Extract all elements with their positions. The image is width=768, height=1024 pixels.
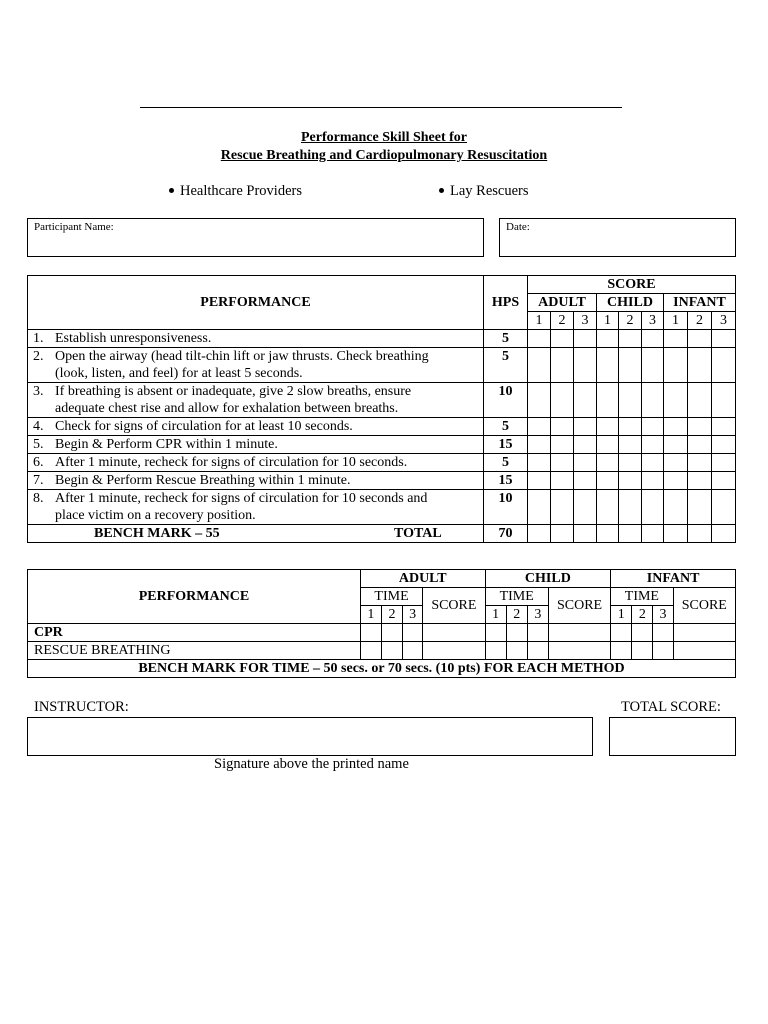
item-number: 1. — [33, 331, 44, 346]
table-row — [28, 436, 736, 454]
score-cell[interactable] — [712, 436, 736, 454]
option-lay-rescuers[interactable] — [439, 183, 529, 200]
item-text-line: adequate chest rise and allow for exhalation between breaths. — [55, 401, 399, 416]
score-cell[interactable] — [574, 348, 597, 383]
trial-number: 1 — [597, 312, 619, 330]
total-score-field[interactable] — [609, 717, 736, 756]
score-cell[interactable] — [712, 525, 736, 543]
time-cell[interactable] — [506, 642, 527, 660]
time-cell[interactable] — [611, 642, 632, 660]
time-cell[interactable] — [381, 642, 402, 660]
time-cell[interactable] — [360, 624, 381, 642]
item-text — [55, 418, 467, 435]
score-cell[interactable] — [642, 418, 664, 436]
date-field[interactable] — [499, 218, 736, 257]
instructor-label: INSTRUCTOR: — [34, 699, 129, 715]
option-healthcare[interactable] — [169, 183, 302, 200]
score-cell[interactable] — [642, 436, 664, 454]
table-row — [28, 642, 736, 660]
score-cell[interactable] — [597, 348, 619, 383]
score-cell[interactable] — [688, 436, 712, 454]
score-cell[interactable] — [528, 472, 551, 490]
hps-value: 5 — [484, 348, 528, 383]
trial-number: 3 — [642, 312, 664, 330]
total-label: TOTAL — [394, 526, 442, 541]
score-cell[interactable] — [688, 454, 712, 472]
trial-number: 2 — [632, 606, 653, 624]
score-cell[interactable] — [528, 348, 551, 383]
participant-name-field[interactable] — [27, 218, 484, 257]
item-text — [55, 348, 467, 382]
date-label: Date: — [506, 221, 530, 233]
item-text — [55, 330, 467, 347]
score-cell[interactable] — [551, 330, 574, 348]
score-cell[interactable] — [619, 454, 642, 472]
score-cell[interactable] — [664, 525, 688, 543]
score-label: SCORE — [423, 588, 485, 624]
score-cell[interactable] — [574, 330, 597, 348]
time-cell[interactable] — [653, 624, 673, 642]
trial-number: 1 — [360, 606, 381, 624]
score-cell[interactable] — [642, 472, 664, 490]
score-cell[interactable] — [551, 525, 574, 543]
performance-item — [28, 454, 484, 472]
score-cell[interactable] — [551, 472, 574, 490]
hps-header: HPS — [484, 276, 528, 330]
score-cell[interactable] — [528, 436, 551, 454]
score-cell[interactable] — [712, 490, 736, 525]
score-cell[interactable] — [548, 624, 610, 642]
trial-number: 3 — [527, 606, 548, 624]
score-cell[interactable] — [597, 454, 619, 472]
time-group-infant: INFANT — [611, 570, 736, 588]
score-cell[interactable] — [712, 472, 736, 490]
time-cell[interactable] — [632, 642, 653, 660]
score-cell[interactable] — [642, 525, 664, 543]
hps-value: 15 — [484, 472, 528, 490]
item-text — [55, 383, 467, 417]
table-row — [28, 348, 736, 383]
item-text — [55, 490, 467, 524]
score-cell[interactable] — [528, 454, 551, 472]
score-label: SCORE — [673, 588, 735, 624]
score-cell[interactable] — [664, 472, 688, 490]
score-cell[interactable] — [642, 490, 664, 525]
time-cell[interactable] — [360, 642, 381, 660]
time-cell[interactable] — [527, 642, 548, 660]
time-label: TIME — [611, 588, 673, 606]
table-row — [28, 490, 736, 525]
time-cell[interactable] — [653, 642, 673, 660]
score-cell[interactable] — [619, 348, 642, 383]
performance-item — [28, 383, 484, 418]
trial-number: 2 — [381, 606, 402, 624]
trial-number: 2 — [688, 312, 712, 330]
performance-item — [28, 436, 484, 454]
score-cell[interactable] — [712, 383, 736, 418]
top-rule — [140, 107, 622, 108]
score-cell[interactable] — [688, 383, 712, 418]
score-cell[interactable] — [688, 525, 712, 543]
performance-table — [27, 275, 736, 543]
trial-number: 2 — [506, 606, 527, 624]
participant-name-label: Participant Name: — [34, 221, 114, 233]
trial-number: 1 — [664, 312, 688, 330]
score-cell[interactable] — [619, 418, 642, 436]
time-label: TIME — [485, 588, 548, 606]
item-text-line: Begin & Perform CPR within 1 minute. — [55, 437, 278, 452]
hps-value: 5 — [484, 454, 528, 472]
item-text — [55, 454, 467, 471]
score-cell[interactable] — [712, 454, 736, 472]
hps-value: 10 — [484, 383, 528, 418]
score-cell[interactable] — [574, 525, 597, 543]
hps-value: 15 — [484, 436, 528, 454]
time-cell[interactable] — [632, 624, 653, 642]
score-cell[interactable] — [528, 418, 551, 436]
item-text-line: After 1 minute, recheck for signs of circulation for 10 seconds. — [55, 455, 408, 470]
score-cell[interactable] — [664, 330, 688, 348]
item-text-line: Begin & Perform Rescue Breathing within 1 minute. — [55, 473, 351, 488]
table-row — [28, 330, 736, 348]
score-cell[interactable] — [619, 525, 642, 543]
score-cell[interactable] — [642, 330, 664, 348]
score-cell[interactable] — [551, 436, 574, 454]
score-cell[interactable] — [642, 383, 664, 418]
score-cell[interactable] — [574, 490, 597, 525]
score-cell[interactable] — [673, 624, 735, 642]
hps-value: 5 — [484, 418, 528, 436]
score-cell[interactable] — [619, 436, 642, 454]
score-cell[interactable] — [574, 472, 597, 490]
score-cell[interactable] — [664, 454, 688, 472]
method-label: RESCUE BREATHING — [28, 642, 361, 660]
score-cell[interactable] — [619, 330, 642, 348]
score-cell[interactable] — [574, 418, 597, 436]
group-header-infant: INFANT — [664, 294, 736, 312]
performance-item — [28, 490, 484, 525]
item-number: 7. — [33, 473, 44, 488]
bench-mark-cell — [28, 525, 484, 543]
trial-number: 1 — [485, 606, 506, 624]
trial-number: 3 — [574, 312, 597, 330]
time-cell[interactable] — [485, 624, 506, 642]
score-cell[interactable] — [551, 348, 574, 383]
score-cell[interactable] — [423, 642, 485, 660]
trial-number: 2 — [619, 312, 642, 330]
instructor-signature-field[interactable] — [27, 717, 593, 756]
table-row — [28, 383, 736, 418]
item-number: 5. — [33, 437, 44, 452]
score-cell[interactable] — [688, 330, 712, 348]
time-cell[interactable] — [506, 624, 527, 642]
item-text-line: Check for signs of circulation for at least 10 seconds. — [55, 419, 353, 434]
item-text-line: Open the airway (head tilt-chin lift or jaw thrusts. Check breathing — [55, 349, 429, 364]
page-title: Performance Skill Sheet for — [300, 130, 467, 145]
score-cell[interactable] — [619, 490, 642, 525]
performance-header: PERFORMANCE — [28, 276, 484, 330]
table-row — [28, 472, 736, 490]
total-score-label: TOTAL SCORE: — [621, 699, 721, 715]
item-number: 2. — [33, 349, 44, 364]
time-cell[interactable] — [485, 642, 506, 660]
score-cell[interactable] — [664, 418, 688, 436]
time-cell[interactable] — [381, 624, 402, 642]
signature-caption: Signature above the printed name — [214, 756, 409, 772]
trial-number: 3 — [403, 606, 423, 624]
score-cell[interactable] — [664, 490, 688, 525]
score-cell[interactable] — [688, 472, 712, 490]
option-lay-rescuers-label: Lay Rescuers — [450, 183, 529, 199]
table-row — [28, 454, 736, 472]
performance-item — [28, 330, 484, 348]
time-cell[interactable] — [403, 624, 423, 642]
performance-item — [28, 418, 484, 436]
score-cell[interactable] — [664, 348, 688, 383]
time-label: TIME — [360, 588, 422, 606]
table-row — [28, 418, 736, 436]
trial-number: 1 — [528, 312, 551, 330]
score-cell[interactable] — [528, 330, 551, 348]
score-cell[interactable] — [574, 436, 597, 454]
score-cell[interactable] — [712, 418, 736, 436]
score-cell[interactable] — [597, 436, 619, 454]
bullet-icon — [169, 188, 174, 193]
score-cell[interactable] — [528, 383, 551, 418]
item-text-line: Establish unresponsiveness. — [55, 331, 212, 346]
score-cell[interactable] — [528, 525, 551, 543]
score-cell[interactable] — [551, 454, 574, 472]
score-cell[interactable] — [597, 472, 619, 490]
score-cell[interactable] — [597, 525, 619, 543]
item-text-line: place victim on a recovery position. — [55, 508, 256, 523]
time-table — [27, 569, 736, 678]
score-header: SCORE — [528, 276, 736, 294]
score-cell[interactable] — [673, 642, 735, 660]
score-cell[interactable] — [619, 472, 642, 490]
score-cell[interactable] — [423, 624, 485, 642]
bullet-icon — [439, 188, 444, 193]
time-group-adult: ADULT — [360, 570, 485, 588]
score-cell[interactable] — [597, 418, 619, 436]
score-cell[interactable] — [597, 330, 619, 348]
bench-mark-label: BENCH MARK – 55 — [94, 526, 220, 541]
time-group-child: CHILD — [485, 570, 611, 588]
trial-number: 2 — [551, 312, 574, 330]
group-header-child: CHILD — [597, 294, 664, 312]
trial-number: 1 — [611, 606, 632, 624]
item-number: 8. — [33, 491, 44, 506]
score-cell[interactable] — [712, 348, 736, 383]
performance-item — [28, 472, 484, 490]
item-text — [55, 472, 467, 489]
score-cell[interactable] — [712, 330, 736, 348]
performance-item — [28, 348, 484, 383]
score-cell[interactable] — [574, 454, 597, 472]
score-cell[interactable] — [688, 490, 712, 525]
score-cell[interactable] — [688, 348, 712, 383]
option-healthcare-label: Healthcare Providers — [180, 183, 302, 199]
page-subtitle: Rescue Breathing and Cardiopulmonary Resuscitation — [220, 148, 548, 163]
score-cell[interactable] — [642, 348, 664, 383]
item-text-line: If breathing is absent or inadequate, give 2 slow breaths, ensure — [55, 384, 412, 399]
item-text-line: After 1 minute, recheck for signs of circulation for 10 seconds and — [55, 491, 428, 506]
score-cell[interactable] — [664, 436, 688, 454]
score-cell[interactable] — [642, 454, 664, 472]
item-text-line: (look, listen, and feel) for at least 5 seconds. — [55, 366, 303, 381]
item-number: 4. — [33, 419, 44, 434]
score-cell[interactable] — [551, 418, 574, 436]
score-cell[interactable] — [597, 383, 619, 418]
trial-number: 3 — [712, 312, 736, 330]
score-cell[interactable] — [551, 383, 574, 418]
item-number: 6. — [33, 455, 44, 470]
time-cell[interactable] — [527, 624, 548, 642]
item-number: 3. — [33, 384, 44, 399]
score-cell[interactable] — [548, 642, 610, 660]
score-cell[interactable] — [664, 383, 688, 418]
score-cell[interactable] — [551, 490, 574, 525]
time-cell[interactable] — [403, 642, 423, 660]
item-text — [55, 436, 467, 453]
table-row — [28, 624, 736, 642]
time-performance-header: PERFORMANCE — [28, 570, 361, 624]
group-header-adult: ADULT — [528, 294, 597, 312]
hps-value: 10 — [484, 490, 528, 525]
total-value: 70 — [484, 525, 528, 543]
method-label: CPR — [28, 624, 361, 642]
score-cell[interactable] — [688, 418, 712, 436]
score-cell[interactable] — [619, 383, 642, 418]
score-label: SCORE — [548, 588, 610, 624]
score-cell[interactable] — [574, 383, 597, 418]
time-bench-mark: BENCH MARK FOR TIME – 50 secs. or 70 secs. (10 pts) FOR EACH METHOD — [28, 660, 736, 678]
score-cell[interactable] — [528, 490, 551, 525]
score-cell[interactable] — [597, 490, 619, 525]
trial-number: 3 — [653, 606, 673, 624]
hps-value: 5 — [484, 330, 528, 348]
time-cell[interactable] — [611, 624, 632, 642]
